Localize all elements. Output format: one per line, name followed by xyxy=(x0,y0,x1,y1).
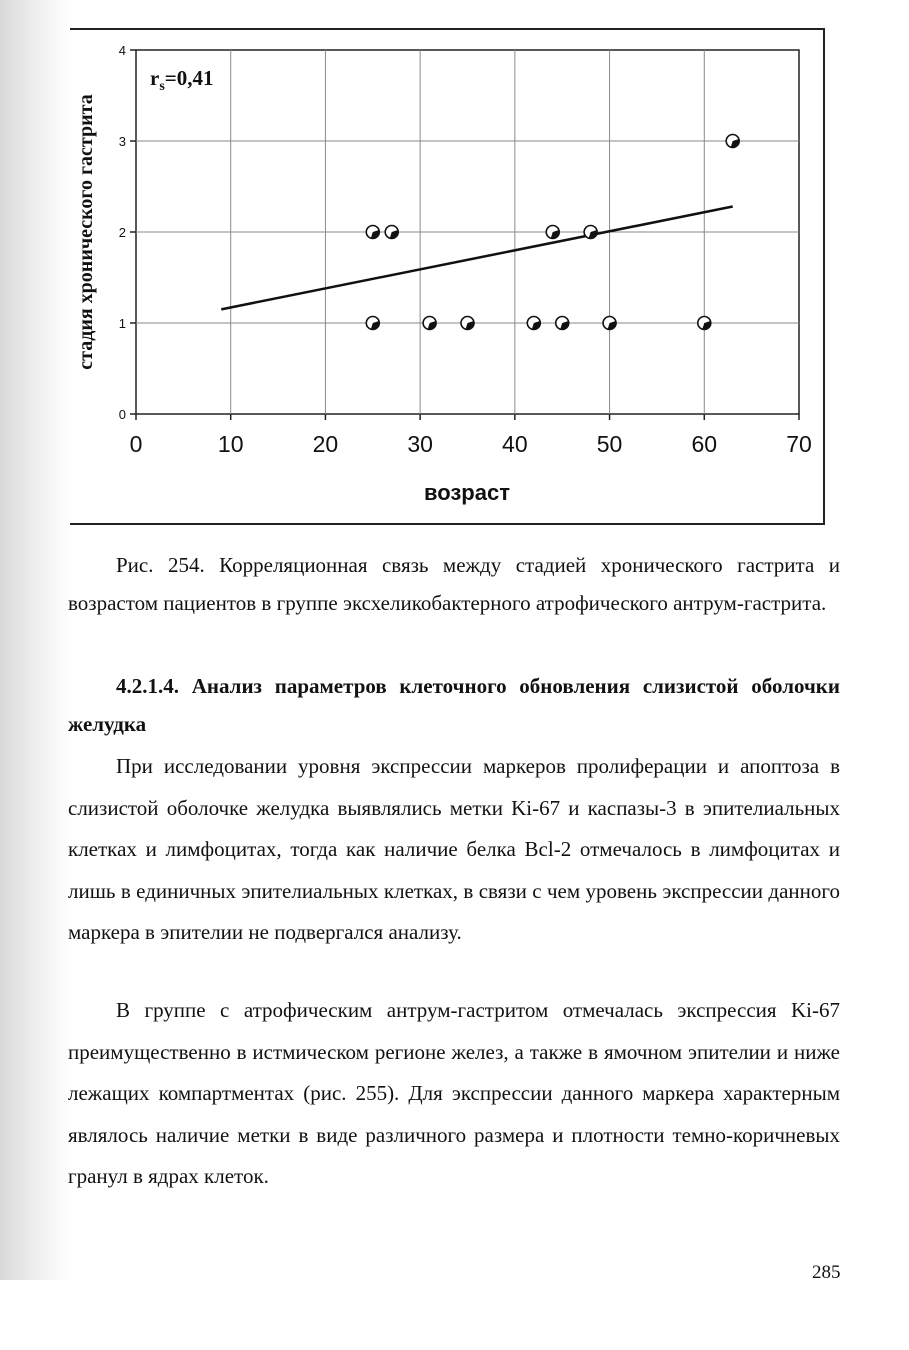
caption-text: Рис. 254. Корреляционная связь между стадией хронического гастрита и возрастом пациентов в группе эксхеликобактерного атрофического антрум-гастрита. xyxy=(68,553,840,615)
data-point xyxy=(461,317,474,330)
y-tick-label: 1 xyxy=(118,316,126,331)
paragraph-2-text: В группе с атрофическим антрум-гастритом отмечалась экспрессия Ki-67 преимущественно в истмическом регионе желез, а также в ямочном эпителии и ниже лежащих компартментах (рис. 255). Для экспрессии данного маркера характерным являлось наличие метки в виде различного размера и плотности темно-коричневых гранул в ядрах клеток. xyxy=(68,998,840,1188)
data-point xyxy=(527,317,540,330)
x-tick-label: 30 xyxy=(407,431,433,457)
x-axis-label: возраст xyxy=(423,480,511,505)
scatter-chart xyxy=(70,28,825,525)
data-point xyxy=(423,317,436,330)
x-tick-label: 70 xyxy=(786,431,812,457)
x-tick-label: 50 xyxy=(596,431,623,457)
x-tick-label: 60 xyxy=(691,431,718,457)
x-tick-label: 0 xyxy=(129,431,143,457)
data-point xyxy=(603,317,616,330)
data-point xyxy=(726,135,739,148)
page-number: 285 xyxy=(812,1262,841,1283)
data-point xyxy=(366,226,379,239)
data-point xyxy=(385,226,398,239)
y-tick-label: 4 xyxy=(118,43,126,58)
y-tick-label: 2 xyxy=(118,225,126,240)
section-heading xyxy=(68,667,840,743)
data-point xyxy=(546,226,559,239)
y-tick-label: 0 xyxy=(118,407,126,422)
x-tick-label: 40 xyxy=(502,431,528,457)
x-tick-label: 20 xyxy=(312,431,339,457)
data-point xyxy=(698,317,711,330)
paragraph-1-text: При исследовании уровня экспрессии маркеров пролиферации и апоптоза в слизистой оболочке желудка выявлялись метки Ki-67 и каспазы-3 в эпителиальных клетках и лимфоцитах, тогда как наличие белка Bcl-2 отмечалось в лимфоцитах и лишь в единичных эпителиальных клетках, в связи с чем уровень экспрессии данного маркера в эпителии не подвергался анализу. xyxy=(68,754,840,944)
paragraph-2 xyxy=(68,990,840,1198)
x-tick-label: 10 xyxy=(217,431,244,457)
y-axis-label: стадия хронического гастрита xyxy=(75,94,97,370)
paragraph-1 xyxy=(68,746,840,954)
data-point xyxy=(584,226,597,239)
correlation-annotation: $r_s=0,41$ xyxy=(150,66,214,94)
data-point xyxy=(556,317,569,330)
y-tick-label: 3 xyxy=(118,134,126,149)
data-point xyxy=(366,317,379,330)
figure-caption xyxy=(68,546,840,622)
scan-margin-shadow xyxy=(0,0,70,1280)
section-heading-text: 4.2.1.4. Анализ параметров клеточного обновления слизистой оболочки желудка xyxy=(68,674,840,736)
